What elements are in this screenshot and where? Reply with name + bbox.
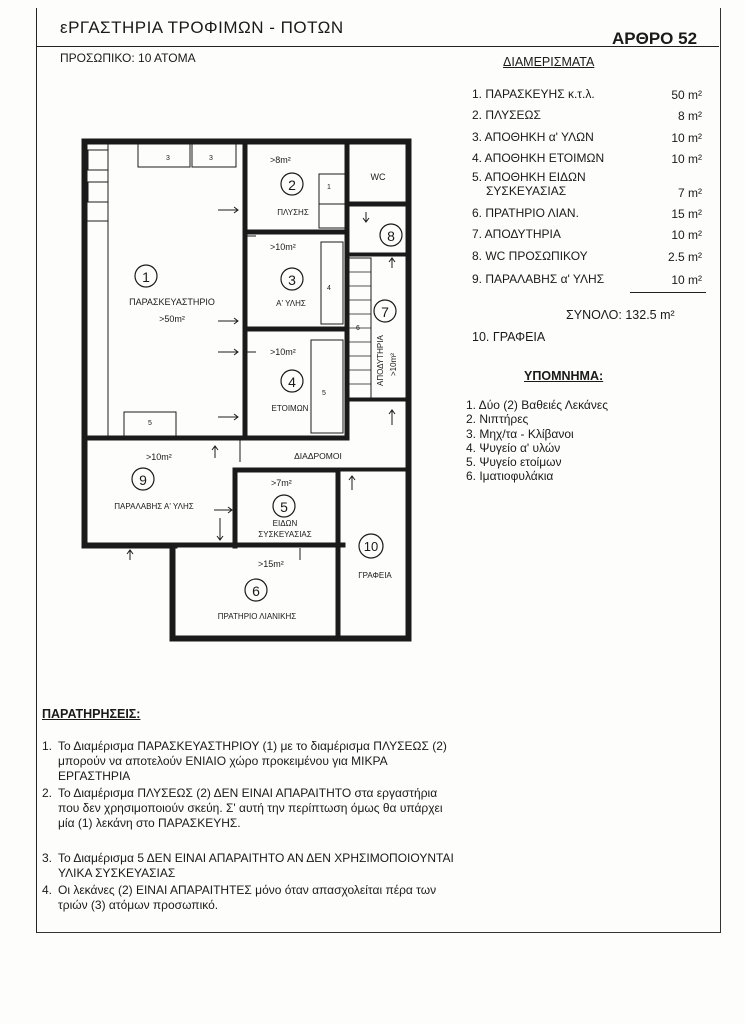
room-6-number: 6	[252, 583, 260, 599]
legend-item: 5. Ψυγείο ετοίμων	[466, 455, 562, 469]
note-number: 2.	[42, 786, 53, 800]
room-5-area: >7m²	[271, 478, 292, 488]
compartment-label: 4. ΑΠΟΘΗΚΗ ΕΤΟΙΜΩΝ	[472, 151, 605, 165]
room-9-area: >10m²	[146, 452, 172, 462]
compartment-area: 15 m²	[671, 207, 702, 221]
room-4-name: ΕΤΟΙΜΩΝ	[271, 404, 309, 413]
compartment-area: 2.5 m²	[667, 250, 702, 264]
legend-item: 2. Νιπτήρες	[466, 412, 529, 426]
compartment-area: 10 m²	[671, 152, 702, 166]
wall	[340, 468, 406, 471]
compartment-label: 8. WC ΠΡΟΣΩΠΙΚΟΥ	[472, 249, 588, 263]
room-4-number: 4	[288, 374, 296, 390]
wall	[233, 468, 340, 472]
room-3-name: Α' ΥΛΗΣ	[276, 299, 306, 308]
equipment-label: 1	[327, 184, 331, 191]
wall	[233, 468, 237, 548]
compartment-label: 1. ΠΑΡΑΣΚΕΥΗΣ κ.τ.λ.	[472, 87, 595, 101]
room-2-area: >8m²	[270, 155, 291, 165]
page-title: εΡΓΑΣΤΗΡΙΑ ΤΡΟΦΙΜΩΝ - ΠΟΤΩΝ	[60, 18, 344, 37]
article-number: ΑΡΘΡΟ 52	[612, 29, 698, 48]
sink-fixture	[319, 204, 345, 228]
wall	[336, 468, 340, 640]
compartments-heading: ΔΙΑΜΕΡΙΣΜΑΤΑ	[503, 55, 595, 69]
room-5-name-1: ΕΙΔΩΝ	[272, 519, 298, 528]
wall	[170, 636, 410, 641]
legend-item: 1. Δύο (2) Βαθειές Λεκάνες	[466, 398, 608, 412]
wall	[247, 327, 345, 331]
notes-heading: ΠΑΡΑΤΗΡΗΣΕΙΣ:	[42, 707, 141, 721]
room-3-area: >10m²	[270, 242, 296, 252]
room-4-area: >10m²	[270, 347, 296, 357]
wall	[82, 440, 86, 545]
compartment-label: 3. ΑΠΟΘΗΚΗ α' ΥΛΩΝ	[472, 130, 594, 144]
note-number: 1.	[42, 739, 53, 753]
compartment-area: 8 m²	[678, 109, 702, 123]
wall	[349, 253, 406, 256]
wall	[345, 144, 349, 440]
equipment-label: 6	[356, 325, 360, 332]
wall	[243, 144, 247, 440]
staff-count: ΠΡΟΣΩΠΙΚΟ: 10 ΑΤΟΜΑ	[60, 51, 196, 65]
note-text: Το Διαμέρισμα ΠΑΡΑΣΚΕΥΑΣΤΗΡΙΟΥ (1) με το διαμέρισμα ΠΛΥΣΕΩΣ (2) μπορούν να αποτελούν ΕΝΙΑΙΟ χώρο προκειμένου για ΜΙΚΡΑ ΕΡΓΑΣΤΗΡΙΑ	[58, 739, 447, 783]
wall	[82, 436, 349, 440]
room-5-name-2: ΣΥΣΚΕΥΑΣΙΑΣ	[258, 530, 312, 539]
equipment-label: 3	[166, 155, 170, 162]
note-text: Το Διαμέρισμα ΠΛΥΣΕΩΣ (2) ΔΕΝ ΕΙΝΑΙ ΑΠΑΡΑΙΤΗΤΟ στα εργαστήρια που δεν χρησιμοποιούν σκεύη. Σ' αυτή την περίπτωση όμως θα υπάρχει μία (1) λεκάνη στο ΠΑΡΑΣΚΕΥΗΣ.	[58, 786, 443, 830]
room-7-name: ΑΠΟΔΥΤΗΡΙΑ	[376, 335, 385, 386]
sink-fixture	[88, 150, 108, 170]
compartment-label: 2. ΠΛΥΣΕΩΣ	[472, 108, 541, 122]
room-9-number: 9	[139, 472, 147, 488]
note-item	[42, 739, 452, 784]
wall	[175, 543, 345, 547]
room-1-number: 1	[142, 269, 150, 285]
wall	[170, 545, 175, 641]
wc-label: WC	[370, 172, 386, 182]
room-3-number: 3	[288, 272, 296, 288]
room-8-number: 8	[387, 228, 395, 244]
compartment-label: 5. ΑΠΟΘΗΚΗ ΕΙΔΩΝ	[472, 170, 586, 184]
room-1-name: ΠΑΡΑΣΚΕΥΑΣΤΗΡΙΟ	[129, 297, 215, 307]
compartment-label: 9. ΠΑΡΑΛΑΒΗΣ α' ΥΛΗΣ	[472, 272, 605, 286]
compartment-label-line2: ΣΥΣΚΕΥΑΣΙΑΣ	[486, 184, 567, 198]
equipment-label: 5	[148, 420, 152, 427]
compartment-area: 10 m²	[671, 131, 702, 145]
equipment-5	[311, 340, 343, 433]
corridor-label: ΔΙΑΔΡΟΜΟΙ	[294, 451, 342, 461]
offices-item: 10. ΓΡΑΦΕΙΑ	[472, 330, 546, 344]
wall	[82, 543, 177, 548]
compartment-area: 10 m²	[671, 228, 702, 242]
equipment-4	[321, 242, 343, 324]
room-7-area: >10m²	[389, 353, 398, 376]
wall	[82, 139, 410, 144]
note-item	[42, 786, 452, 846]
equipment-label: 5	[322, 390, 326, 397]
equipment-label: 4	[327, 285, 331, 292]
room-2-number: 2	[288, 177, 296, 193]
compartment-area: 7 m²	[678, 186, 702, 200]
compartment-area: 50 m²	[671, 88, 702, 102]
equipment-3	[138, 144, 190, 167]
legend-item: 4. Ψυγείο α' υλών	[466, 441, 561, 455]
compartment-label: 7. ΑΠΟΔΥΤΗΡΙΑ	[472, 227, 561, 241]
room-10-number: 10	[363, 539, 379, 554]
wall	[406, 139, 411, 641]
note-text: Το Διαμέρισμα 5 ΔΕΝ ΕΙΝΑΙ ΑΠΑΡΑΙΤΗΤΟ ΑΝ ΔΕΝ ΧΡΗΣΙΜΟΠΟΙΟΥΝΤΑΙ ΥΛΙΚΑ ΣΥΣΚΕΥΑΣΙΑΣ	[58, 851, 454, 880]
equipment-3	[192, 144, 236, 167]
wall	[247, 230, 345, 234]
equipment-label: 3	[209, 155, 213, 162]
locker-lines	[349, 272, 371, 384]
total-area: ΣΥΝΟΛΟ: 132.5 m²	[566, 308, 675, 322]
room-1-area: >50m²	[159, 314, 185, 324]
legend-heading: ΥΠΟΜΝΗΜΑ:	[524, 369, 604, 383]
room-5-number: 5	[280, 499, 288, 515]
compartment-area: 10 m²	[671, 273, 702, 287]
note-text: Οι λεκάνες (2) ΕΙΝΑΙ ΑΠΑΡΑΙΤΗΤΕΣ μόνο όταν απασχολείται πέρα των τριών (3) ατόμων προσωπικό.	[58, 883, 437, 912]
compartment-label: 6. ΠΡΑΤΗΡΙΟ ΛΙΑΝ.	[472, 206, 579, 220]
room-9-name: ΠΑΡΑΛΑΒΗΣ Α' ΥΛΗΣ	[114, 502, 194, 511]
legend-item: 6. Ιματιοφυλάκια	[466, 469, 554, 483]
sink-fixture	[319, 174, 345, 204]
note-item	[42, 883, 452, 913]
note-number: 3.	[42, 851, 53, 865]
note-item	[42, 851, 452, 881]
room-2-name: ΠΛΥΣΗΣ	[277, 208, 309, 217]
sink-fixture	[88, 182, 108, 202]
wall	[349, 202, 406, 206]
room-7-number: 7	[381, 304, 389, 320]
legend-item: 3. Μηχ/τα - Κλίβανοι	[466, 427, 574, 441]
room-6-name: ΠΡΑΤΗΡΙΟ ΛΙΑΝΙΚΗΣ	[217, 612, 297, 621]
room-10-name: ΓΡΑΦΕΙΑ	[358, 571, 392, 580]
room-6-area: >15m²	[258, 559, 284, 569]
note-number: 4.	[42, 883, 53, 897]
